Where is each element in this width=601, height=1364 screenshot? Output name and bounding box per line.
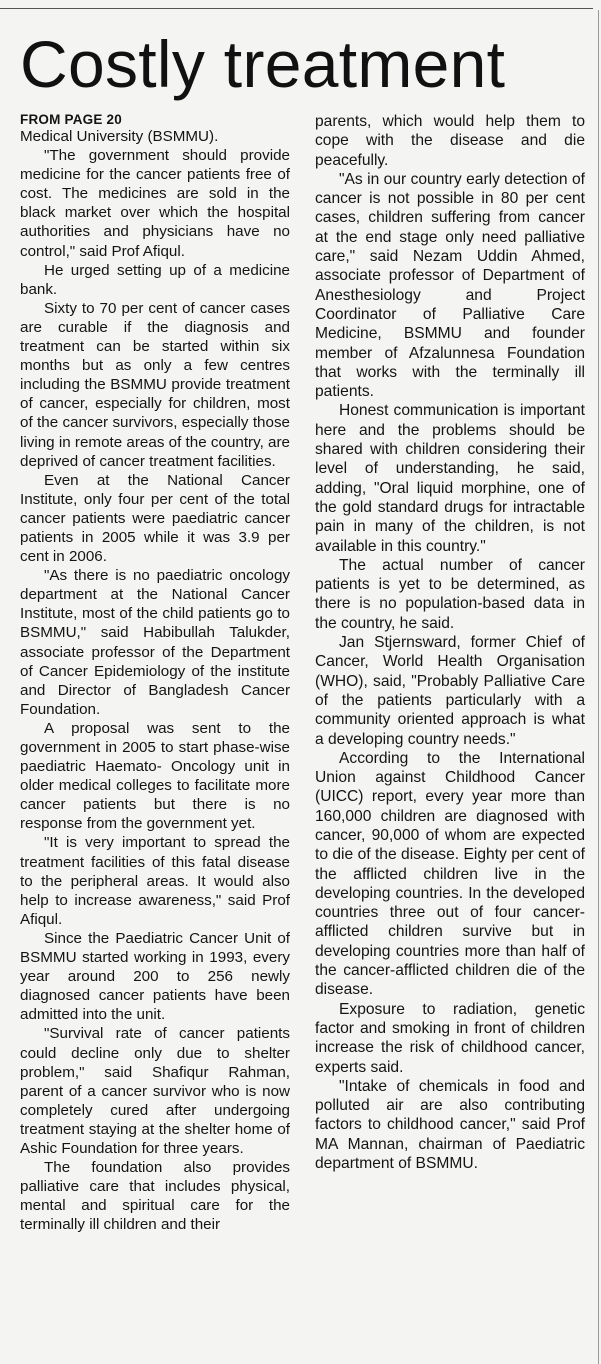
- paragraph: Jan Stjernsward, former Chief of Cancer, World Health Organisation (WHO), said, "Probably Palliative Care of the patients particularly with a community oriented approach is what a developing country needs.": [315, 634, 585, 748]
- paragraph: A proposal was sent to the government in 2005 to start phase-wise paediatric Haemato- Oncology unit in older medical colleges to facilitate more cancer patients but there is no response from the government yet.: [20, 719, 290, 833]
- paragraph: Sixty to 70 per cent of cancer cases are curable if the diagnosis and treatment can be started within six months but as only a few centres including the BSMMU provide treatment of cancer, especially for children, most of the cancer survivors, especially those living in remote areas of the country, are deprived of cancer treatment facilities.: [20, 299, 290, 470]
- paragraph: "As there is no paediatric oncology department at the National Cancer Institute, most of the child patients go to BSMMU," said Habibullah Talukder, associate professor of the Department of Cancer Epidemiology of the institute and Director of Bangladesh Cancer Foundation.: [20, 567, 290, 718]
- headline: Costly treatment: [20, 27, 506, 101]
- paragraph: Medical University (BSMMU).: [20, 128, 219, 145]
- paragraph: "As in our country early detection of cancer is not possible in 80 per cent cases, children suffering from cancer at the end stage only need palliative care," said Nezam Uddin Ahmed, associate professor of Department of Anesthesiology and Project Coordinator of Palliative Care Medicine, BSMMU and founder member of Afzalunnesa Foundation that works with the terminally ill patients.: [315, 170, 585, 401]
- top-border: [0, 0, 601, 10]
- paragraph: "The government should provide medicine for the cancer patients free of cost. The medicines are sold in the black market over which the hospital authorities and physicians have no control," said Prof Afiqul.: [20, 147, 290, 260]
- paragraph: "Intake of chemicals in food and polluted air are also contributing factors to childhood cancer," said Prof MA Mannan, chairman of Paediatric department of BSMMU.: [315, 1077, 585, 1173]
- paragraph: The foundation also provides palliative care that includes physical, mental and spiritual care for the terminally ill children and their: [20, 1159, 290, 1234]
- left-column: [20, 112, 290, 1234]
- paragraph: The actual number of cancer patients is yet to be determined, as there is no population-based data in the country, he said.: [315, 556, 585, 632]
- right-border: [598, 10, 599, 1364]
- paragraph: "It is very important to spread the treatment facilities of this fatal disease to the peripheral areas. It would also help to increase awareness," said Prof Afiqul.: [20, 834, 290, 928]
- right-column: [315, 112, 585, 1173]
- paragraph: According to the International Union against Childhood Cancer (UICC) report, every year more than 160,000 children are diagnosed with cancer, 90,000 of whom are expected to die of the disease. Eighty per cent of the afflicted children live in the developing countries. In the developed countries three out of four cancer-afflicted children survive but in developing countries more than half of the cancer-afflicted children die of the disease.: [315, 749, 585, 999]
- paragraph: "Survival rate of cancer patients could decline only due to shelter problem," said Shafiqur Rahman, parent of a cancer survivor who is now completely cured after undergoing treatment staying at the shelter home of Ashic Foundation for three years.: [20, 1025, 290, 1157]
- paragraph: He urged setting up of a medicine bank.: [20, 261, 290, 298]
- paragraph: Even at the National Cancer Institute, only four per cent of the total cancer patients were paediatric cancer patients in 2005 while it was 3.9 per cent in 2006.: [20, 471, 290, 566]
- continuation-label: FROM PAGE 20: [20, 112, 122, 127]
- paragraph: parents, which would help them to cope with the disease and die peacefully.: [315, 113, 585, 169]
- paragraph: Exposure to radiation, genetic factor and smoking in front of children increase the risk of childhood cancer, experts said.: [315, 1000, 585, 1076]
- paragraph: Since the Paediatric Cancer Unit of BSMMU started working in 1993, every year around 200 to 256 newly diagnosed cancer patients have been admitted into the unit.: [20, 929, 290, 1024]
- top-rule-line: [0, 8, 593, 9]
- paragraph: Honest communication is important here and the problems should be shared with children considering their level of understanding, he said, adding, "Oral liquid morphine, one of the gold standard drugs for intractable pain in many of the children, is not available in this country.": [315, 402, 585, 555]
